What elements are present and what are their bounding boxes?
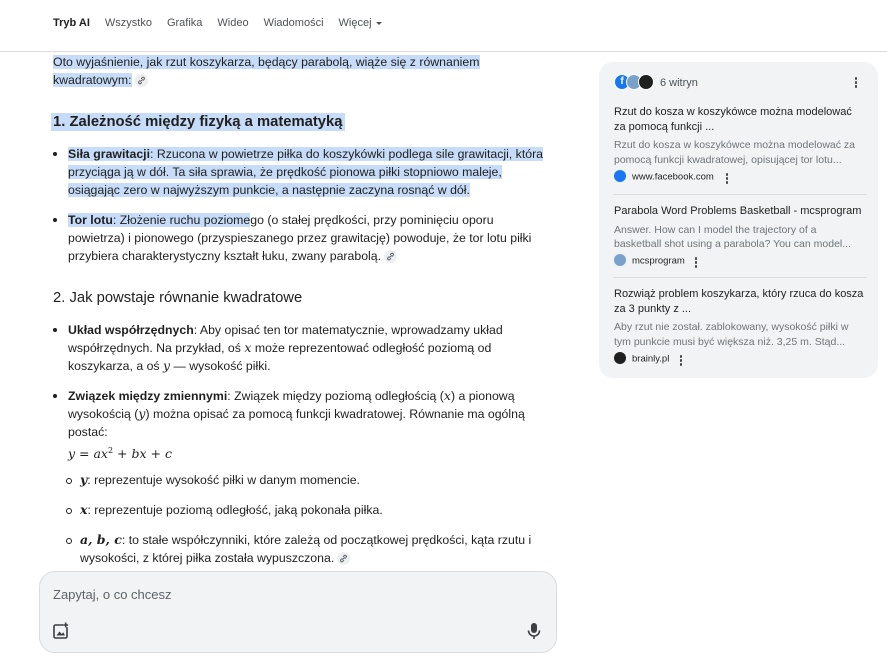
more-options-icon[interactable]: [725, 173, 729, 185]
sub-list-item: [53, 531, 553, 567]
sub-list-item: [53, 471, 553, 489]
facebook-icon: [614, 170, 626, 182]
search-input[interactable]: [53, 584, 473, 604]
facebook-icon: f: [614, 74, 630, 90]
list-item: [53, 387, 553, 463]
item-text: go (o stałej prędkości, przy pominięciu oporu powietrza) i pionowego (przyspieszanego przez grawitację) powoduje, że tor lotu piłki przybiera charakterystyczny kształt łuku, zwany parabolą.: [68, 213, 532, 263]
equation-right: + bx + c: [113, 446, 172, 462]
item-text: : Rzucona w powietrze piłka do koszykówki podlega sile grawitacji, która przyciąga ją w dół. Ta siła sprawia, że prędkość pionowa piłki stopniowo maleje, osiągając zero w najwyższym punkcie, a następnie zaczyna rosnąć w dół.: [68, 147, 544, 197]
sub-list-item-abc: [53, 531, 553, 567]
source-site-name: mcsprogram: [632, 255, 685, 267]
item-term: Związek między zmiennymi: [68, 389, 228, 403]
sub-item-term: y: [80, 472, 88, 487]
divider: [614, 277, 866, 278]
citation-link-icon[interactable]: [135, 74, 148, 87]
search-tabs: [53, 16, 397, 30]
source-snippet: Answer. How can I model the trajectory of a basketball shot using a parabola? You can model...: [614, 223, 852, 250]
item-term: Tor lotu: [68, 213, 113, 227]
source-site[interactable]: [614, 171, 714, 184]
microphone-icon[interactable]: [526, 622, 542, 640]
section-2-list-2: [53, 387, 553, 463]
sub-item-text: : reprezentuje wysokość piłki w danym momencie.: [87, 473, 360, 487]
tab-all[interactable]: Wszystko: [104, 17, 152, 29]
item-text-highlighted: : Złożenie ruchu poziome: [112, 213, 251, 227]
section-2-heading: 2. Jak powstaje równanie kwadratowe: [53, 290, 303, 306]
tab-news[interactable]: Wiadomości: [263, 17, 324, 29]
tab-images[interactable]: Grafika: [166, 17, 203, 29]
chevron-down-icon: [376, 22, 382, 25]
source-site[interactable]: [614, 255, 685, 268]
item-text: : Aby opisać ten tor matematycznie, wprowadzamy układ współrzędnych. Na przykład, oś: [68, 323, 503, 355]
section-2: [53, 288, 553, 308]
source-site[interactable]: [614, 353, 669, 366]
sub-list-item-x: [53, 501, 553, 519]
source-favicons[interactable]: [614, 74, 656, 90]
math-var-y: y: [138, 406, 146, 421]
list-item: [53, 211, 553, 265]
item-term: Układ współrzędnych: [68, 323, 194, 337]
sub-item-text: : reprezentuje poziomą odległość, jaką pokonała piłka.: [87, 503, 383, 517]
math-var-y: y: [163, 358, 171, 373]
sub-item-text: : to stałe współczynniki, które zależą od początkowej prędkości, kąta rzutu i wysokości, z której piłka została wypuszczona.: [80, 533, 532, 565]
source-snippet: Aby rzut nie został. zablokowany, wysokość piłki w tym punkcie musi być większa niż. 3,25 m. Stąd...: [614, 321, 849, 348]
top-navigation: [0, 0, 887, 52]
more-options-icon[interactable]: [854, 77, 858, 89]
source-title[interactable]: Rozwiąż problem koszykarza, który rzuca do kosza za 3 punkty z ...: [614, 288, 864, 315]
tab-more[interactable]: [339, 16, 382, 30]
equation-exponent: 2: [107, 446, 114, 455]
section-2-list: [53, 321, 553, 375]
sources-count[interactable]: 6 witryn: [660, 77, 698, 89]
list-item: [53, 321, 553, 375]
citation-link-icon[interactable]: [337, 552, 350, 565]
sub-list-item-y: [53, 471, 553, 489]
brainly-icon: [638, 74, 654, 90]
item-text: : Związek między poziomą odległością (: [227, 389, 444, 403]
source-card[interactable]: [614, 204, 866, 279]
source-title[interactable]: Parabola Word Problems Basketball - mcsprogram: [614, 205, 862, 217]
source-site-name: www.facebook.com: [632, 171, 714, 183]
citation-link-icon[interactable]: [384, 250, 397, 263]
math-var-x: x: [443, 388, 451, 403]
more-options-icon[interactable]: [679, 355, 683, 367]
list-item: [53, 145, 553, 199]
item-text: ) można opisać za pomocą funkcji kwadratowej. Równanie ma ogólną postać:: [68, 407, 525, 439]
quadratic-equation: [68, 442, 553, 463]
brainly-icon: [614, 352, 626, 364]
tab-ai-mode[interactable]: Tryb AI: [53, 17, 90, 29]
section-1-list-2: [53, 211, 553, 265]
more-options-icon[interactable]: [694, 257, 698, 269]
math-var-x: x: [244, 340, 252, 355]
section-1-heading: 1. Zależność między fizyką a matematyką: [53, 114, 343, 130]
item-text: — wysokość piłki.: [170, 359, 271, 373]
source-card[interactable]: [614, 287, 866, 372]
item-text: ) a pionową wysokością (: [68, 389, 515, 421]
divider: [614, 194, 866, 195]
mcsprogram-icon: [614, 254, 626, 266]
sub-list-item: [53, 501, 553, 519]
intro-text: Oto wyjaśnienie, jak rzut koszykarza, będący parabolą, wiąże się z równaniem kwadratowym:: [53, 55, 480, 87]
sub-item-term: x: [80, 502, 88, 517]
source-snippet: Rzut do kosza w koszykówce można modelować za pomocą funkcji kwadratowej, opisującej tor lotu...: [614, 139, 856, 166]
source-site-name: brainly.pl: [632, 353, 670, 365]
follow-up-search-box: [39, 571, 557, 653]
item-text: może reprezentować odległość poziomą od koszykarza, a oś: [68, 341, 492, 373]
equation-left: y = ax: [68, 446, 108, 462]
section-1-list: [53, 145, 553, 199]
item-term: Siła grawitacji: [68, 147, 151, 161]
sources-panel: [599, 62, 878, 378]
source-card[interactable]: [614, 105, 866, 195]
sub-item-term: a, b, c: [80, 532, 122, 547]
section-1: [53, 112, 553, 132]
tab-videos[interactable]: Wideo: [217, 17, 249, 29]
add-image-icon[interactable]: [52, 622, 70, 640]
tab-more-label: Więcej: [338, 17, 372, 29]
answer-intro: [53, 53, 553, 89]
source-title[interactable]: Rzut do kosza w koszykówce można modelować za pomocą funkcji ...: [614, 106, 852, 133]
